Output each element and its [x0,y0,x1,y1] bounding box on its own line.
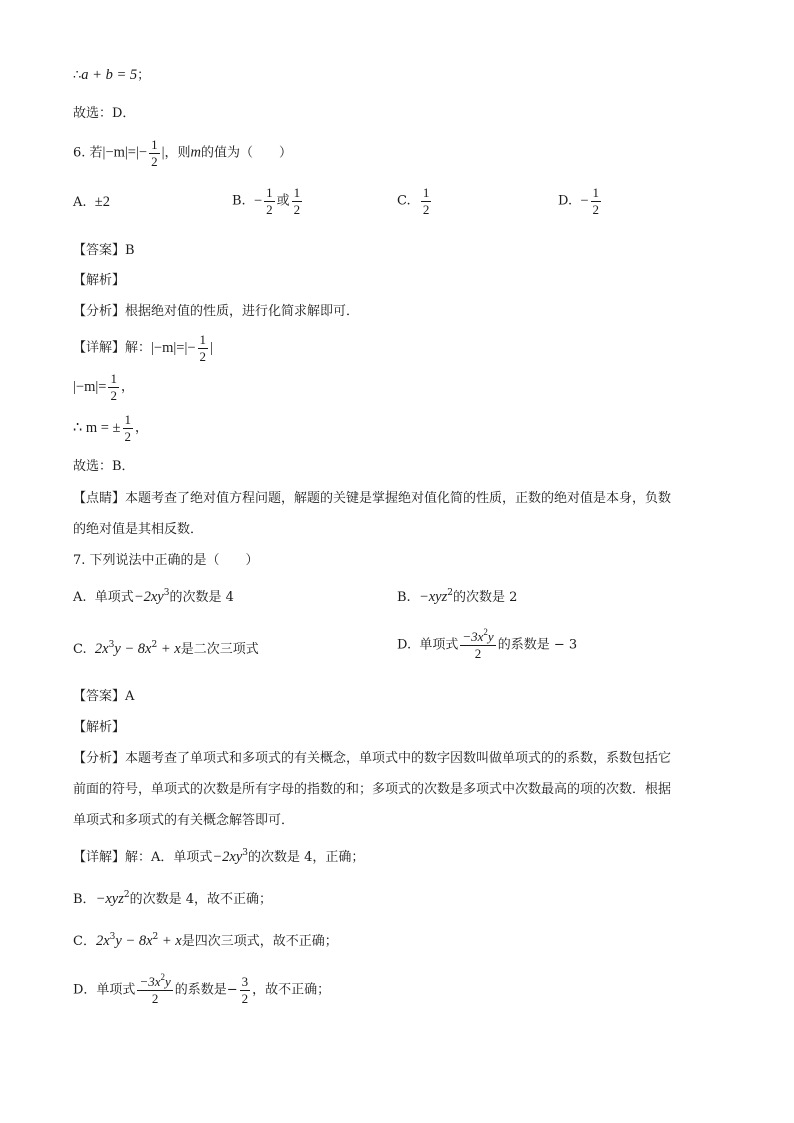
denominator: 2 [422,201,430,217]
option-a [73,195,110,210]
poly-term: 2x [95,933,110,949]
question-6-end: 的值为（ ） [200,145,292,161]
num-part: −3x [462,629,484,644]
question-6-then: ，则 [164,145,191,161]
answer-7: 【答案】A [73,689,135,704]
option-label: D. [397,637,412,653]
analysis-7-heading: 【解析】 [73,720,126,735]
exponent: 2 [483,627,488,637]
analysis-7-line-2: 前面的符号，单项式的次数是所有字母的指数的和；多项式的次数是多项式中次数最高的项的次数．根据 [73,782,672,797]
poly-term: + x [157,641,181,657]
fraction-half [108,372,119,402]
abs-expr-left: |−m|=|− [102,144,148,161]
denominator: 2 [241,990,249,1006]
therefore-symbol: ∴ [73,68,82,83]
analysis-6: 【分析】根据绝对值的性质，进行化简求解即可． [73,304,360,319]
denominator: 2 [474,645,482,661]
fraction-half [421,186,432,216]
option-label: A. [73,590,87,605]
answer-6: 【答案】B [73,243,135,258]
denominator: 2 [592,201,600,217]
answer-choice-d: 故选：D． [73,106,136,121]
detail-7-d [73,972,331,1006]
fraction-monomial [460,627,495,661]
detail-label: D．单项式 [73,982,136,998]
exponent: 3 [109,932,116,942]
detail-label: C． [73,934,96,949]
denominator: 2 [110,387,117,403]
question-6-number: 6. 若 [73,145,103,161]
q7-option-d [397,627,578,661]
option-d [558,186,603,216]
exponent: 3 [163,588,170,598]
fraction-half [264,186,275,216]
numerator: 1 [293,185,301,200]
question-6 [73,138,292,168]
exponent: 3 [242,848,249,858]
option-c [397,186,433,216]
numerator [137,972,172,991]
fraction-half [292,186,303,216]
option-a-label: A. [73,195,87,210]
comment-6-line-2: 的绝对值是其相反数． [73,522,204,537]
numerator [460,627,495,646]
option-rest: 是二次三项式 [180,642,259,657]
num-part: −3x [139,974,161,989]
option-label: C. [73,642,87,657]
denominator: 2 [266,201,273,217]
analysis-6-heading: 【解析】 [73,273,126,288]
option-d-label: D. [558,193,573,209]
fraction-half [149,138,160,168]
numerator: 1 [124,412,132,427]
option-rest: 的系数是 − 3 [497,637,578,653]
comma: ， [135,420,149,436]
detail-rest: ，故不正确； [252,982,331,998]
monomial-expr: −2xy [133,589,164,605]
detail-rest: 是四次三项式，故不正确； [181,934,338,949]
comma: ， [120,379,134,395]
fraction-three-halves [240,975,251,1005]
detail-label: 【详解】解：A．单项式 [73,850,213,865]
denominator: 2 [151,990,159,1006]
abs-expr: |−m|= [73,378,107,395]
numerator: 3 [241,974,249,989]
m-equals: ∴ m = ± [73,419,121,436]
option-rest: 的次数是 2 [453,590,518,605]
poly-term: y − 8x [115,933,153,949]
detail-rest: 的次数是 4，故不正确； [129,892,273,907]
option-a-text: ±2 [94,194,111,210]
numerator: 1 [199,332,207,347]
minus-sign: − [253,192,263,209]
monomial-word: 单项式 [94,590,134,605]
abs-expr: |−m|=|− [151,339,196,356]
detail-mid: 的系数是− [174,982,238,998]
num-part: y [487,629,494,644]
denominator: 2 [124,428,132,444]
detail-7-a [73,850,364,865]
monomial-expr: −xyz [418,589,448,605]
q7-option-c [73,642,259,657]
or-word: 或 [276,193,290,209]
fraction-half [123,413,134,443]
line-therefore-a-plus-b [73,68,150,83]
detail-6-line-2 [73,372,134,402]
analysis-7-line-3: 单项式和多项式的有关概念解答即可． [73,813,295,828]
exponent: 2 [151,640,158,650]
abs-bar: | [210,339,213,356]
option-rest: 的次数是 4 [169,590,234,605]
q7-option-b [397,590,517,605]
option-label: B. [397,590,411,605]
numerator: 1 [266,185,273,200]
option-c-label: C. [397,193,411,209]
poly-term: 2x [94,641,109,657]
option-b [232,186,304,216]
q7-option-a [73,590,234,605]
exponent: 2 [123,890,130,900]
fraction-monomial [137,972,172,1006]
semicolon: ； [137,68,151,83]
analysis-7-line-1: 【分析】本题考查了单项式和多项式的有关概念，单项式中的数字因数叫做单项式的的系数，系数包括它 [73,751,672,766]
minus-sign: − [580,192,589,209]
exponent: 2 [160,972,165,982]
poly-term: y − 8x [114,641,152,657]
variable-m: m [190,144,201,161]
option-b-label: B. [232,193,246,209]
exponent: 2 [447,588,453,598]
num-part: y [164,974,171,989]
detail-7-b [73,892,272,907]
abs-bar: | [161,144,165,161]
detail-6-line-1 [73,333,213,363]
monomial-expr: −2xy [212,849,243,865]
denominator: 2 [293,201,301,217]
denominator: 2 [151,153,158,169]
monomial-expr: −xyz [95,891,124,907]
exponent: 2 [152,932,159,942]
fraction-half [198,333,209,363]
numerator: 1 [422,185,430,200]
fraction-half [591,186,602,216]
detail-6-line-3 [73,413,148,443]
detail-label: B． [73,892,96,907]
choose-b: 故选：B． [73,459,135,474]
detail-label: 【详解】解： [73,340,152,356]
poly-term: + x [158,933,182,949]
detail-7-c [73,934,338,949]
numerator: 1 [110,371,117,386]
numerator: 1 [151,137,158,152]
equation-text: a + b = 5 [81,67,138,83]
exponent: 3 [108,640,115,650]
monomial-word: 单项式 [419,637,459,653]
numerator: 1 [592,185,600,200]
question-7: 7. 下列说法中正确的是（ ） [73,553,259,568]
detail-rest: 的次数是 4，正确； [248,850,365,865]
denominator: 2 [199,348,207,364]
comment-6-line-1: 【点睛】本题考查了绝对值方程问题，解题的关键是掌握绝对值化简的性质，正数的绝对值是本身，负数 [73,491,672,506]
